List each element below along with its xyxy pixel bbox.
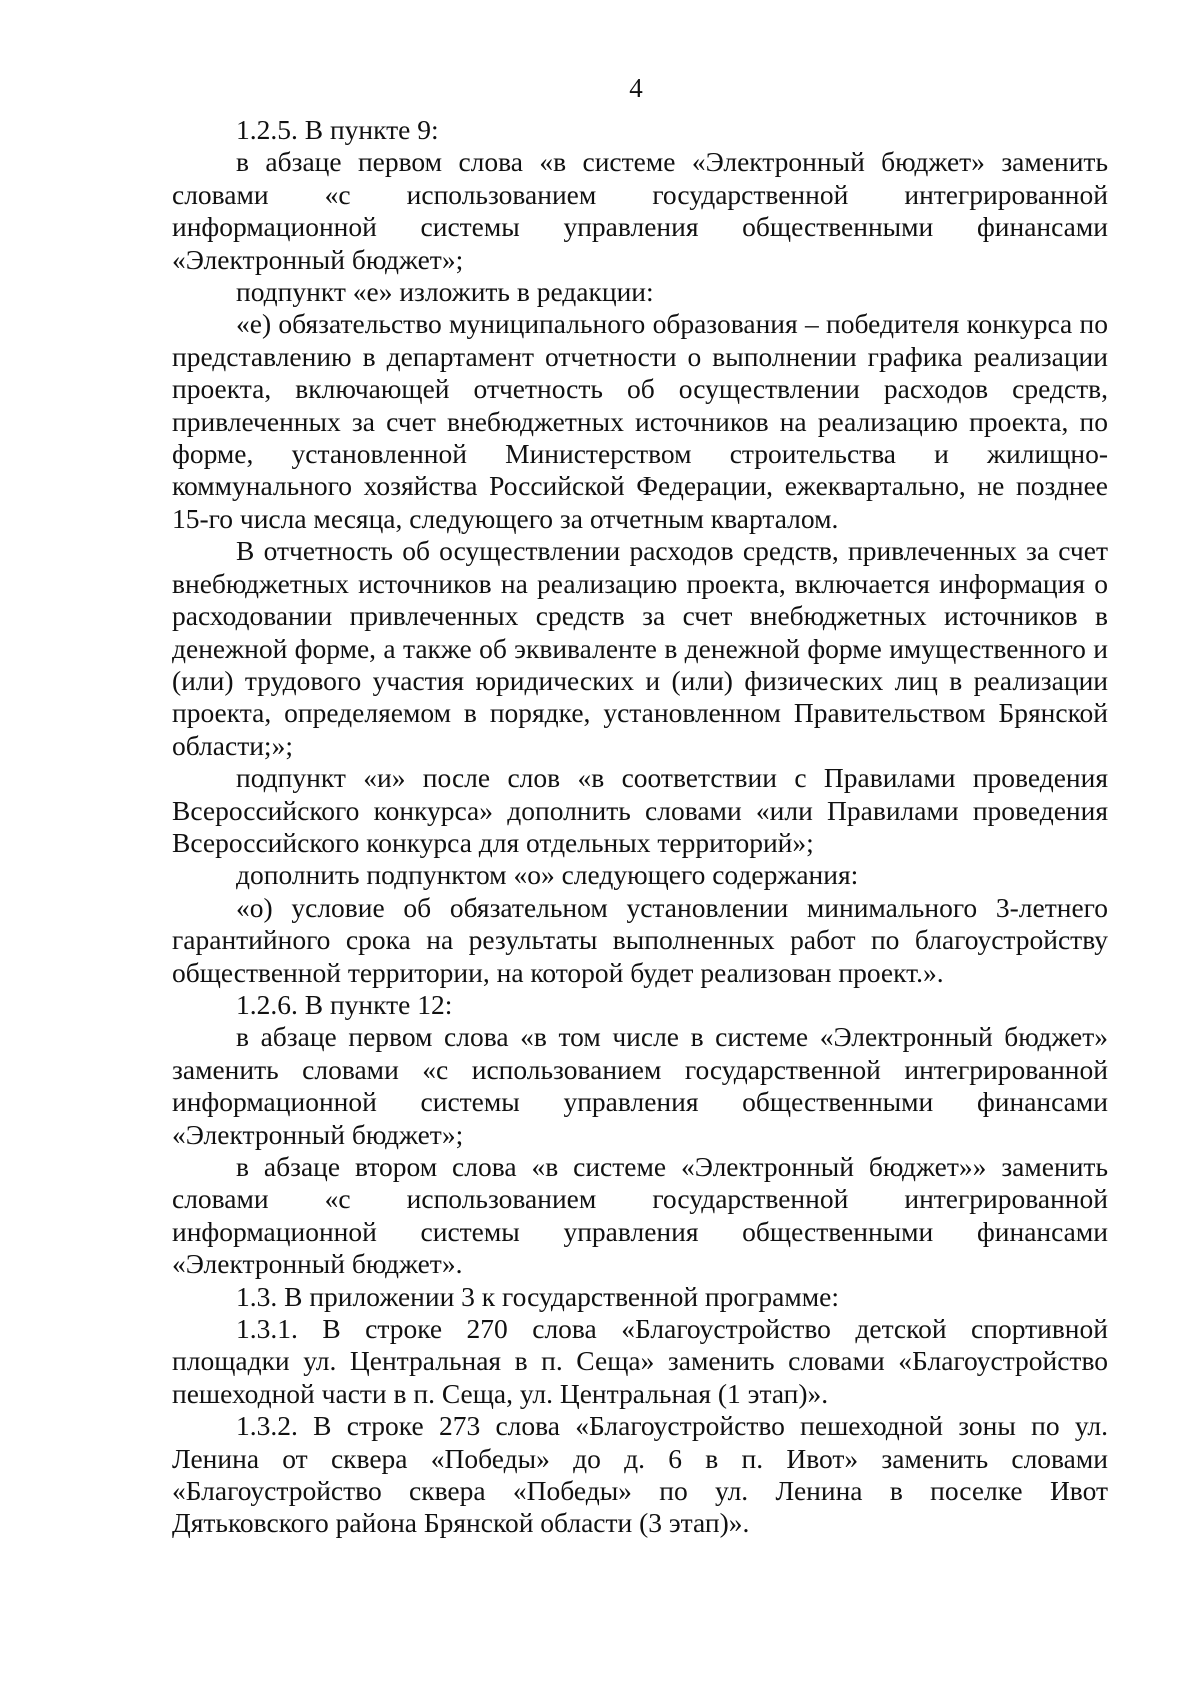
- paragraph: в абзаце первом слова «в том числе в системе «Электронный бюджет» заменить словами «с использованием государственной интегрированной информационной системы управления общественными финансами «Электронный бюджет»;: [172, 1021, 1108, 1150]
- paragraph: «е) обязательство муниципального образования – победителя конкурса по представлению в департамент отчетности о выполнении графика реализации проекта, включающей отчетность об осуществлении расходов средств, привлеченных за счет внебюджетных источников на реализацию проекта, по форме, установленной Министерством строительства и жилищно-коммунального хозяйства Российской Федерации, ежеквартально, не позднее 15-го числа месяца, следующего за отчетным кварталом.: [172, 308, 1108, 534]
- paragraph: подпункт «е» изложить в редакции:: [236, 276, 654, 308]
- paragraph: 1.3.1. В строке 270 слова «Благоустройство детской спортивной площадки ул. Центральная в п. Сеща» заменить словами «Благоустройство пешеходной части в п. Сеща, ул. Центральная (1 этап)».: [172, 1313, 1108, 1409]
- paragraph-1-2-6-heading: 1.2.6. В пункте 12:: [236, 988, 453, 1020]
- paragraph: подпункт «и» после слов «в соответствии с Правилами проведения Всероссийского конкурса» дополнить словами «или Правилами проведения Всероссийского конкурса для отдельных территорий»;: [172, 762, 1108, 858]
- document-body: [172, 114, 1108, 1540]
- paragraph: «о) условие об обязательном установлении минимального 3-летнего гарантийного срока на результаты выполненных работ по благоустройству общественной территории, на которой будет реализован проект.».: [172, 891, 1108, 988]
- paragraph: дополнить подпунктом «о» следующего содержания:: [236, 859, 859, 891]
- page-number: 4: [629, 73, 643, 103]
- paragraph: в абзаце первом слова «в системе «Электронный бюджет» заменить словами «с использованием государственной интегрированной информационной системы управления общественными финансами «Электронный бюджет»;: [172, 146, 1108, 275]
- paragraph-1-3-heading: 1.3. В приложении 3 к государственной программе:: [236, 1280, 840, 1312]
- paragraph-1-2-5-heading: 1.2.5. В пункте 9:: [236, 114, 439, 145]
- paragraph: В отчетность об осуществлении расходов средств, привлеченных за счет внебюджетных источников на реализацию проекта, включается информация о расходовании привлеченных средств за счет внебюджетных источников в денежной форме, а также об эквиваленте в денежной форме имущественного и (или) трудового участия юридических и (или) физических лиц в реализации проекта, определяемом в порядке, установленном Правительством Брянской области;»;: [172, 535, 1108, 761]
- paragraph: в абзаце втором слова «в системе «Электронный бюджет»» заменить словами «с использованием государственной интегрированной информационной системы управления общественными финансами «Электронный бюджет».: [172, 1151, 1108, 1280]
- paragraph: 1.3.2. В строке 273 слова «Благоустройство пешеходной зоны по ул. Ленина от сквера «Победы» до д. 6 в п. Ивот» заменить словами «Благоустройство сквера «Победы» по ул. Ленина в поселке Ивот Дятьковского района Брянской области (3 этап)».: [172, 1410, 1108, 1539]
